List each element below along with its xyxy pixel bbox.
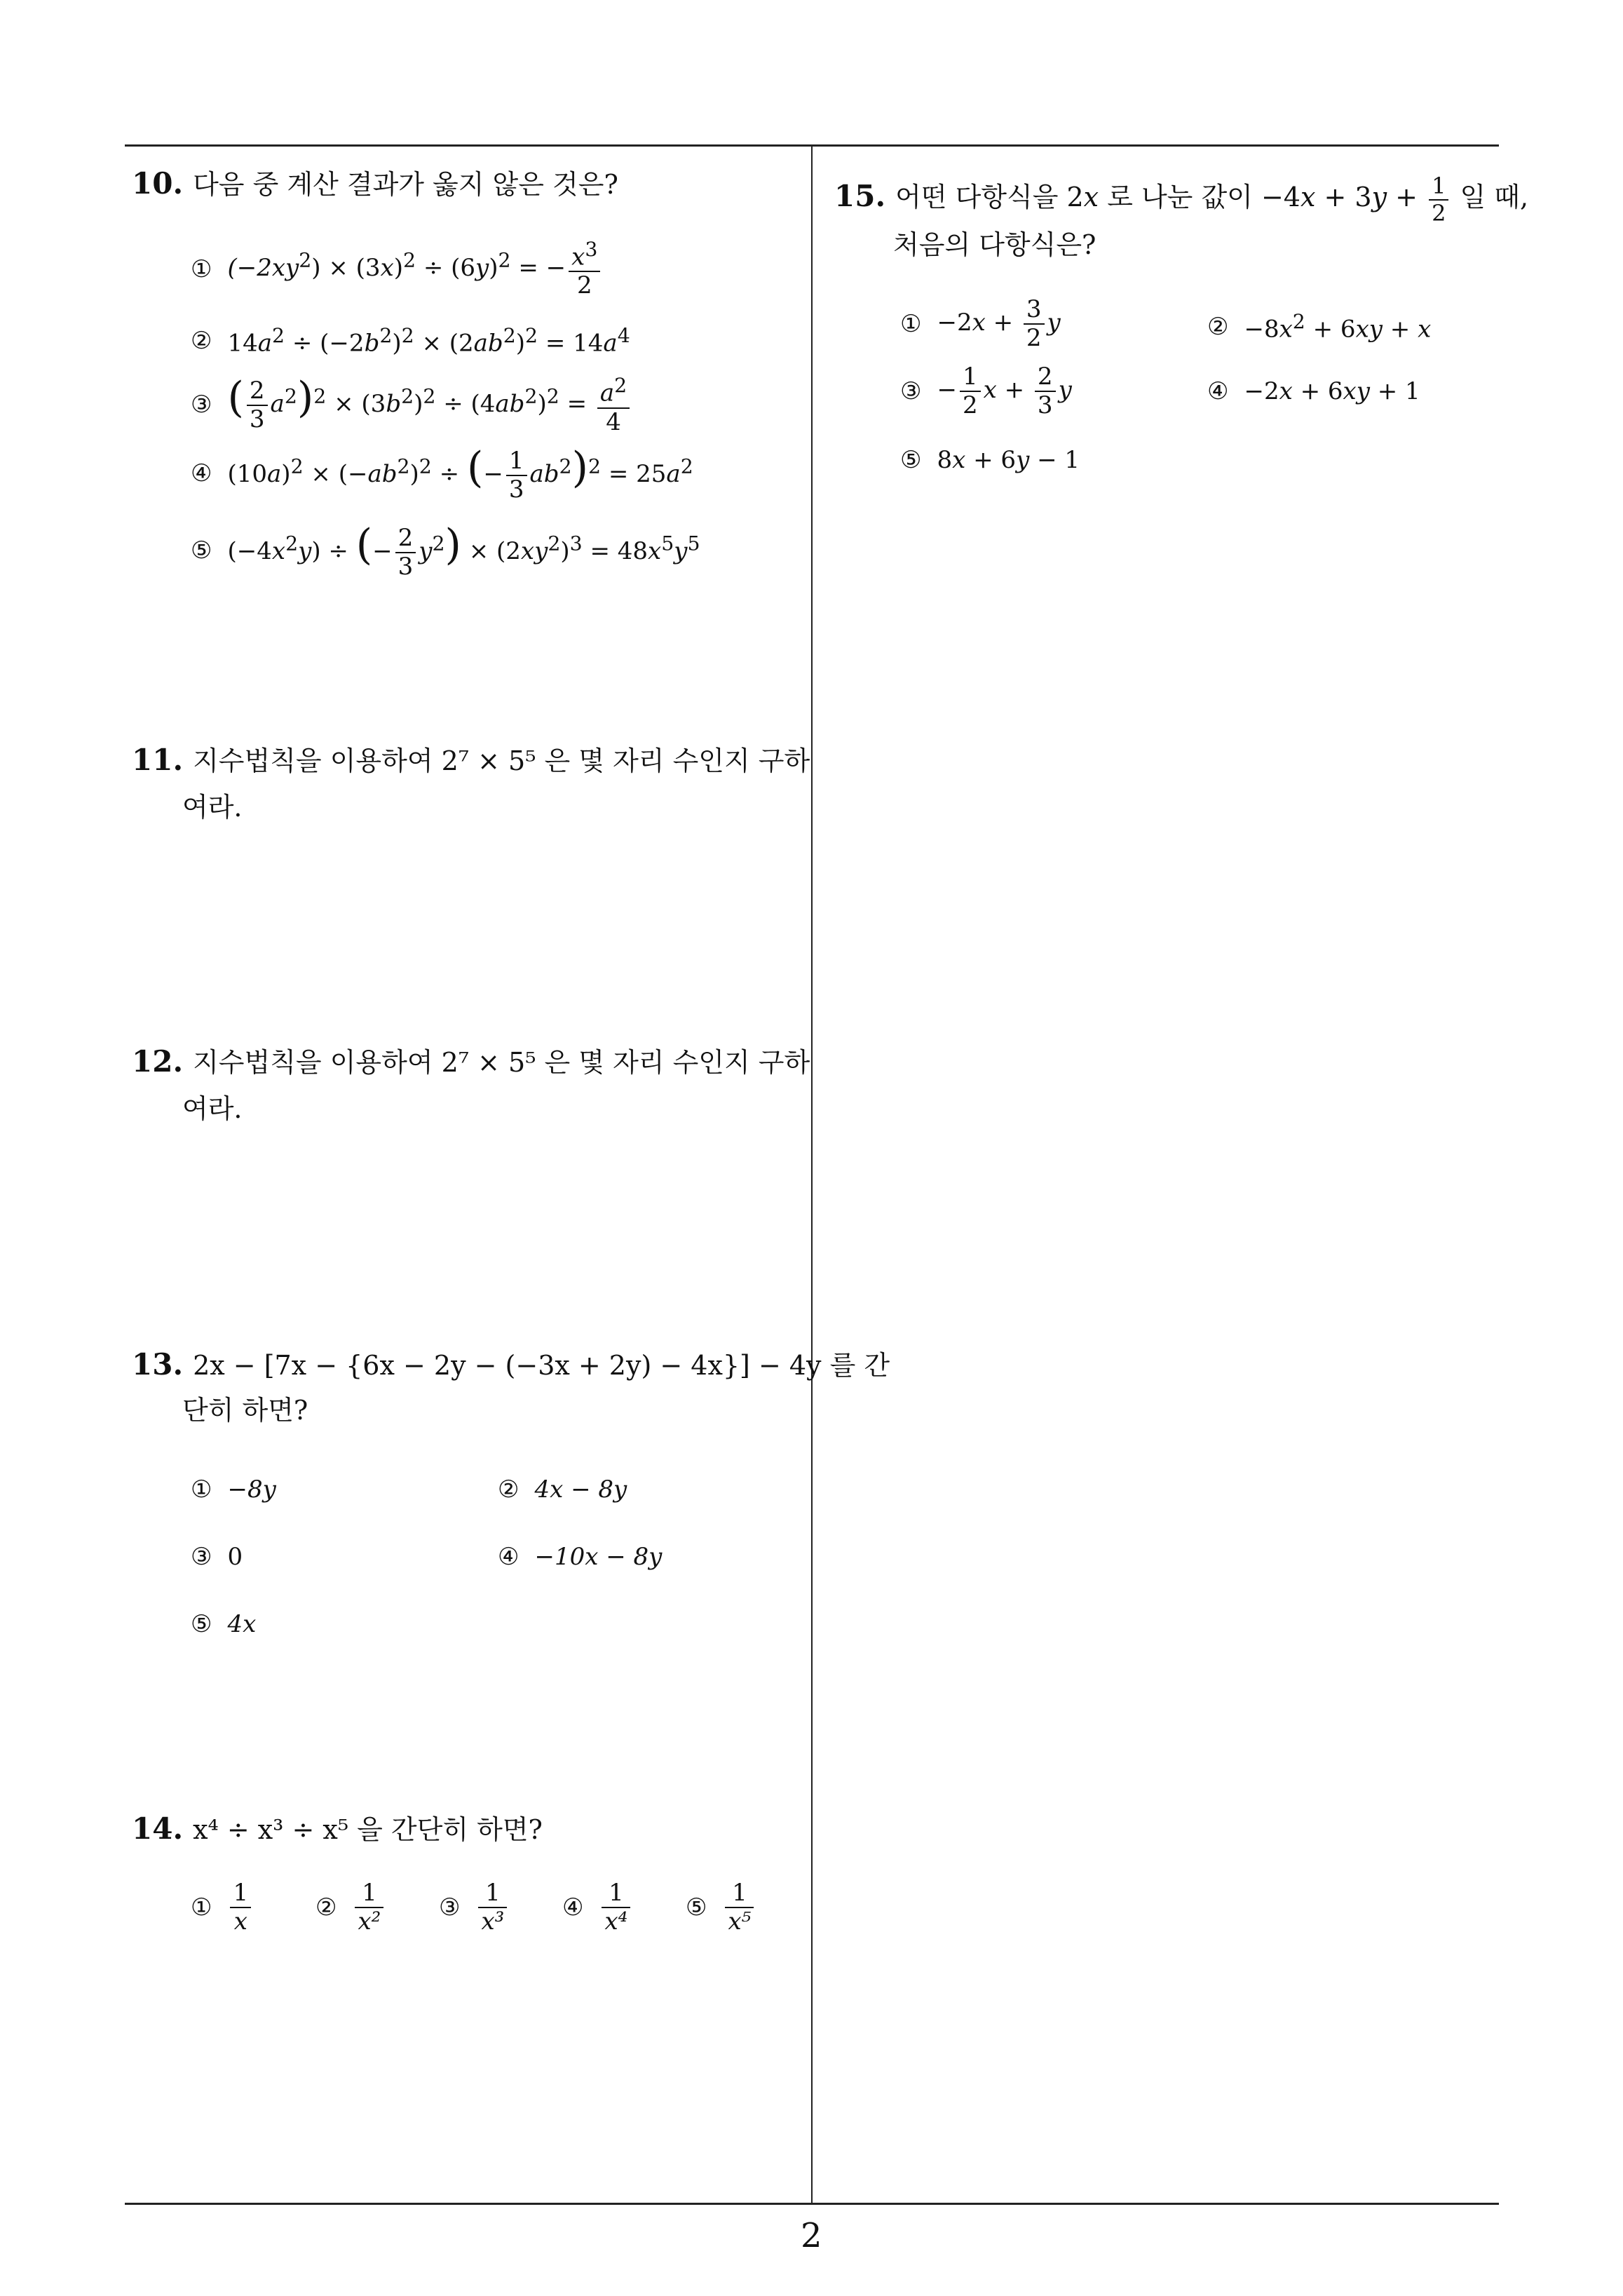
choice-fraction bbox=[602, 1879, 630, 1936]
denominator: x⁴ bbox=[602, 1907, 630, 1936]
choice-expression: 4x − 8y bbox=[534, 1475, 627, 1504]
choice-mark: ③ bbox=[191, 1543, 212, 1571]
question-text: x⁴ ÷ x³ ÷ x⁵ 을 간단히 하면? bbox=[193, 1814, 543, 1845]
question-number: 13. bbox=[132, 1347, 184, 1382]
denominator: x bbox=[230, 1907, 251, 1936]
choice-expression: −8y bbox=[227, 1475, 276, 1504]
choice-expression: −2x + $\frac{3}{2}$ y bbox=[937, 295, 1061, 353]
choice-expression: $14a^2 \div (-2b^2)^2 \times (2ab^2)^2 = 14a^4$ bbox=[227, 324, 630, 358]
q14-choice-4[interactable] bbox=[562, 1879, 633, 1936]
q10-choice-3[interactable] bbox=[191, 373, 632, 436]
q10-choice-4[interactable] bbox=[191, 443, 693, 504]
column-divider bbox=[811, 144, 813, 2205]
choice-expression: 0 bbox=[227, 1543, 243, 1571]
question-14 bbox=[132, 1805, 543, 1852]
question-15-line2: 처음의 다항식은? bbox=[893, 229, 1096, 260]
question-number: 14. bbox=[132, 1811, 184, 1846]
choice-fraction bbox=[725, 1879, 754, 1936]
question-text: 다음 중 계산 결과가 옳지 않은 것은? bbox=[193, 169, 618, 200]
question-11-line2: 여라. bbox=[182, 792, 243, 823]
q15-choice-3[interactable] bbox=[900, 363, 1072, 419]
question-13 bbox=[132, 1341, 890, 1388]
question-text-line1: 어떤 다항식을 2x 로 나눈 값이 −4x + 3y + $\frac{1}{2}$ 일 때, bbox=[895, 172, 1529, 227]
q13-choice-2[interactable] bbox=[498, 1475, 627, 1504]
q14-choice-5[interactable] bbox=[686, 1879, 756, 1936]
denominator: x⁵ bbox=[725, 1907, 754, 1936]
denominator: x² bbox=[355, 1907, 383, 1936]
choice-mark: ① bbox=[191, 1893, 212, 1922]
choice-mark: ③ bbox=[900, 377, 922, 406]
choice-expression: 8x + 6y − 1 bbox=[937, 446, 1080, 474]
q15-choice-4[interactable] bbox=[1207, 377, 1420, 405]
choice-mark: ④ bbox=[191, 459, 212, 488]
choice-mark: ② bbox=[1207, 312, 1229, 341]
choice-expression: $(10a)^2 \times (-ab^2)^2$ ÷ (− $\frac{1}{3}$ $ab^2)^2 = 25a^2$ bbox=[227, 443, 693, 504]
page-number: 2 bbox=[801, 2216, 822, 2255]
question-text-line1: 지수법칙을 이용하여 2⁷ × 5⁵ 은 몇 자리 수인지 구하 bbox=[193, 745, 810, 776]
q10-choice-5[interactable] bbox=[191, 520, 700, 581]
numerator: 1 bbox=[609, 1879, 624, 1907]
q15-choice-5[interactable] bbox=[900, 446, 1080, 474]
denominator: x³ bbox=[478, 1907, 507, 1936]
q15-choice-1[interactable] bbox=[900, 296, 1061, 352]
question-15 bbox=[834, 173, 1528, 226]
question-number: 10. bbox=[132, 166, 184, 201]
choice-expression: $(-4x^2y)$ ÷ (− $\frac{2}{3}$ $y^2) \times (2xy^2)^3 = 48x^5y^5$ bbox=[227, 520, 700, 581]
choice-expression: − $\frac{1}{2}$ x + $\frac{2}{3}$ y bbox=[937, 363, 1072, 420]
choice-mark: ④ bbox=[562, 1893, 584, 1922]
question-10 bbox=[132, 160, 618, 207]
choice-mark: ⑤ bbox=[191, 536, 212, 565]
q14-choice-1[interactable] bbox=[191, 1879, 254, 1936]
choice-mark: ④ bbox=[1207, 377, 1229, 405]
bottom-rule bbox=[125, 2203, 1499, 2205]
q13-choice-5[interactable] bbox=[191, 1610, 256, 1638]
choice-mark: ② bbox=[498, 1475, 520, 1504]
choice-expression: 4x bbox=[227, 1610, 257, 1638]
choice-mark: ④ bbox=[498, 1543, 520, 1571]
choice-fraction bbox=[478, 1879, 507, 1936]
choice-expression: −2x + 6xy + 1 bbox=[1244, 377, 1420, 405]
question-12-line2: 여라. bbox=[182, 1093, 243, 1124]
choice-mark: ② bbox=[191, 326, 212, 355]
question-text-line1: 2x − [7x − {6x − 2y − (−3x + 2y) − 4x}] − 4y 를 간 bbox=[193, 1350, 890, 1381]
question-text-line1: 지수법칙을 이용하여 2⁷ × 5⁵ 은 몇 자리 수인지 구하 bbox=[193, 1047, 810, 1078]
q13-choice-4[interactable] bbox=[498, 1543, 662, 1571]
choice-mark: ③ bbox=[191, 390, 212, 419]
question-11 bbox=[132, 736, 810, 783]
choice-mark: ① bbox=[191, 255, 212, 283]
choice-mark: ③ bbox=[439, 1893, 461, 1922]
choice-mark: ⑤ bbox=[191, 1610, 212, 1638]
question-number: 15. bbox=[834, 179, 886, 213]
choice-mark: ② bbox=[315, 1893, 337, 1922]
question-number: 12. bbox=[132, 1044, 184, 1079]
question-13-line2: 단히 하면? bbox=[182, 1395, 308, 1426]
choice-expression: −10x − 8y bbox=[534, 1543, 663, 1571]
numerator: 1 bbox=[362, 1879, 377, 1907]
q13-choice-3[interactable] bbox=[191, 1543, 243, 1571]
choice-expression: ( $\frac{2}{3}$ $a^2)^2 \times (3b^2)^2 \div (4ab^2)^2$ = $\frac{a^2}{4}$ bbox=[227, 373, 632, 436]
numerator: 1 bbox=[485, 1879, 501, 1907]
choice-mark: ① bbox=[191, 1475, 212, 1504]
question-number: 11. bbox=[132, 743, 184, 777]
choice-fraction bbox=[355, 1879, 383, 1936]
question-12 bbox=[132, 1038, 810, 1085]
choice-expression: $(-2xy^2) \times (3x)^2 \div (6y)^2$ = − $\frac{x^3}{2}$ bbox=[227, 238, 603, 300]
q10-choice-2[interactable] bbox=[191, 324, 630, 357]
numerator: 1 bbox=[233, 1879, 249, 1907]
q15-choice-2[interactable] bbox=[1207, 310, 1431, 343]
choice-expression: $-8x^2 + 6xy + x$ bbox=[1244, 310, 1432, 344]
q14-choice-3[interactable] bbox=[439, 1879, 510, 1936]
q10-choice-1[interactable] bbox=[191, 238, 603, 300]
choice-fraction bbox=[230, 1879, 251, 1936]
numerator: 1 bbox=[732, 1879, 747, 1907]
q14-choice-2[interactable] bbox=[315, 1879, 386, 1936]
choice-mark: ① bbox=[900, 310, 922, 339]
choice-mark: ⑤ bbox=[900, 446, 922, 474]
choice-mark: ⑤ bbox=[686, 1893, 707, 1922]
q13-choice-1[interactable] bbox=[191, 1475, 276, 1504]
